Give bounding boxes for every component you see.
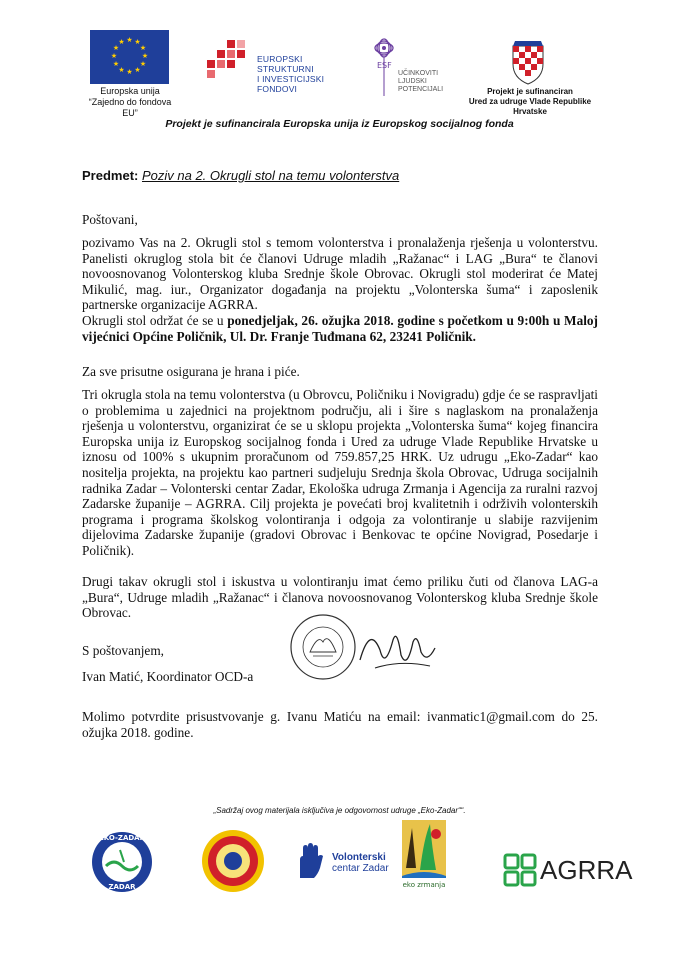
svg-text:★: ★ — [134, 66, 141, 74]
eko-zadar-logo — [90, 830, 154, 899]
eu-flag-logo — [90, 30, 169, 84]
svg-text:★: ★ — [112, 60, 120, 68]
paragraph-2-bold: ponedjeljak, 26. ožujka 2018. godine s početkom u 9:00h u Maloj vijećnici Općine Poličnik, Ul. Dr. Franje Tuđmana 62, 23241 Poličnik. — [82, 313, 598, 344]
esf-text — [398, 70, 443, 94]
hr-caption-line1: Projekt je sufinanciran — [487, 87, 573, 96]
esif-line2: I INVESTICIJSKI FONDOVI — [257, 74, 325, 94]
svg-text:★: ★ — [126, 36, 133, 44]
paragraph-1: pozivamo Vas na 2. Okrugli stol s temom volonterstva i pronalaženja rješenja u volonterstvu. Panelisti okruglog stola bit će članovi Udruge mladih „Ražanac“ i LAG „Bura“ te članovi novoosnovanog Volonterskog kluba Srednje škole Obrovac. Okrugli stol moderirat će Matej Mikulić, mag. iur., Organizator događanja na projektu „Volonterska šuma“ i zaposlenik partnerske organizacije AGRRA. — [82, 235, 598, 313]
greeting: Poštovani, — [82, 212, 138, 227]
paragraph-2-prefix: Okrugli stol održat će se u — [82, 313, 228, 328]
eu-caption — [80, 86, 180, 119]
svg-text:★: ★ — [118, 66, 125, 74]
eko-zrmanja-text: eko zrmanja — [402, 881, 446, 889]
paragraph-4: Tri okrugla stola na temu volonterstva (u Obrovcu, Poličniku i Novigradu) gdje će se raspravljati o problemima u zajednici na projektnom području, ali i šire s naglaskom na pronalaženja rješenja u volonterstvu, organizirat će se u sklopu projekta „Volonterska šuma“ kojeg financira Europska unija iz Europskog socijalnog fonda i Ured za udruge Vlade Republike Hrvatske u iznosu od 100% s ukupnim proračunom od 759.857,25 HRK. Uz udrugu „Eko-Zadar“ kao nositelja projekta, na projektu kao partneri sudjeluju Srednja škola Obrovac, Udruga socijalnih radnika Zadar – Volonterski centar Zadar, Ekološka udruga Zrmanja i Agencija za ruralni razvoj Zadarske županije – AGRRA. Cilj projekta je povećati broj kvalitetnih i održivih volonterskih programa i programa školskog volontiranja i odgoja za volontiranje u slabije razvijenim dijelovima Zadarske županije (gradovi Obrovac i Benkovac te općine Novigrad, Posedarje i Poličnik). — [82, 387, 598, 558]
svg-text:★: ★ — [139, 44, 147, 52]
eko-zrmanja-logo — [400, 818, 448, 895]
esif-line1: EUROPSKI STRUKTURNI — [257, 54, 314, 74]
svg-text:★: ★ — [139, 60, 147, 68]
croatia-coat-of-arms-icon — [505, 40, 551, 86]
eu-caption-line1: Europska unija — [100, 86, 160, 96]
cofinanced-note: Projekt je sufinancirala Europska unija iz Europskog socijalnog fonda — [165, 118, 514, 130]
esif-text — [257, 54, 355, 94]
esf-line1: UČINKOVITI — [398, 70, 439, 77]
svg-text:★: ★ — [126, 68, 133, 76]
volonterski-centar-text — [332, 852, 389, 874]
agrra-icon — [503, 853, 537, 892]
subject-value: Poziv na 2. Okrugli stol na temu volonterstva — [141, 168, 400, 183]
svg-text:★: ★ — [112, 44, 120, 52]
esf-logo — [368, 34, 448, 104]
eko-zadar-top-text: EKO-ZADAR — [99, 834, 145, 842]
vcz-line1: Volonterski — [332, 852, 386, 863]
rsvp-note: Molimo potvrdite prisustvovanje g. Ivanu Matiću na email: ivanmatic1@gmail.com do 25. ožujka 2018. godine. — [82, 709, 598, 740]
svg-text:★: ★ — [110, 52, 118, 60]
esf-line3: POTENCIJALI — [398, 86, 444, 93]
hr-caption — [460, 87, 600, 117]
eko-zadar-bottom-text: ZADAR — [108, 883, 136, 891]
esif-squares-icon — [205, 34, 255, 84]
subject-line: Predmet: Poziv na 2. Okrugli stol na temu volonterstva — [82, 168, 400, 183]
svg-text:★: ★ — [134, 38, 141, 46]
esf-line2: LJUDSKI — [398, 78, 427, 85]
paragraph-5: Drugi takav okrugli stol i iskustva u volontiranju imat ćemo priliku čuti od članova LAG-a „Bura“, Udruge mladih „Ražanac“ i članova novoosnovanog Volonterskog kluba Srednje škole Obrovac. — [82, 574, 598, 621]
subject-label: Predmet — [82, 168, 135, 183]
eu-stars-icon — [90, 30, 169, 84]
esif-logo — [205, 34, 355, 94]
closing: S poštovanjem, — [82, 643, 164, 658]
eu-caption-line2: “Zajedno do fondova EU” — [88, 97, 172, 118]
stamp-seal — [288, 612, 358, 682]
hr-caption-line2: Ured za udruge Vlade Republike Hrvatske — [468, 97, 592, 116]
esf-mark: ESF — [377, 61, 392, 70]
signer: Ivan Matić, Koordinator OCD-a — [82, 669, 254, 684]
agrra-wordmark: AGRRA — [540, 855, 633, 885]
footer-note: „Sadržaj ovog materijala isključiva je odgovornost udruge „Eko-Zadar““. — [213, 806, 466, 815]
handwritten-signature — [355, 620, 445, 680]
hand-icon — [292, 842, 328, 885]
paragraph-2 — [82, 313, 598, 344]
school-seal-logo — [200, 828, 266, 899]
paragraph-3: Za sve prisutne osigurana je hrana i piće. — [82, 364, 300, 379]
svg-text:★: ★ — [118, 38, 125, 46]
vcz-line2: centar Zadar — [332, 863, 389, 874]
svg-text:★: ★ — [141, 52, 149, 60]
